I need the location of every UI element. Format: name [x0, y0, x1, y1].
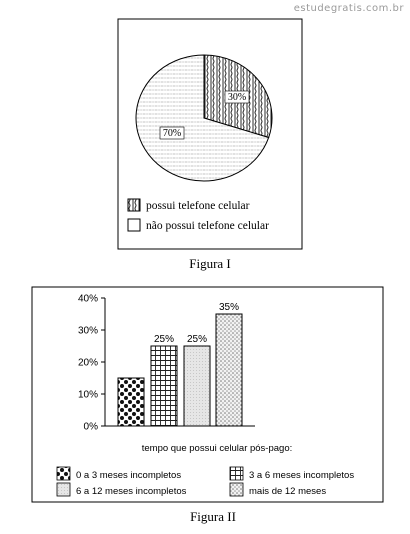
bar-series — [118, 314, 242, 426]
legend-label: 6 a 12 meses incompletos — [76, 486, 187, 497]
legend-swatch — [128, 219, 140, 231]
bar-1 — [118, 378, 144, 426]
legend-swatch — [230, 483, 243, 496]
bar-data-label: 35% — [218, 302, 240, 313]
legend-swatch — [230, 467, 243, 480]
pie-slices — [136, 55, 272, 181]
y-tick-label: 40% — [77, 293, 98, 305]
pie-legend — [128, 199, 269, 232]
bar-x-axis-label: tempo que possui celular pós-pago: — [141, 443, 293, 454]
bar-data-label: 25% — [186, 334, 208, 345]
y-tick-label: 30% — [77, 325, 98, 337]
bar-3 — [184, 346, 210, 426]
bar-4 — [216, 314, 242, 426]
figure-2-bar-chart — [32, 287, 383, 524]
watermark-text: estudegratis.com.br — [293, 3, 404, 14]
bar-legend — [57, 467, 354, 497]
legend-swatch — [128, 199, 140, 211]
figure-1-caption: Figura I — [189, 256, 231, 271]
y-tick-label: 20% — [77, 357, 98, 369]
legend-label: 0 a 3 meses incompletos — [76, 470, 182, 481]
figure-2-caption: Figura II — [190, 509, 236, 524]
legend-label: 3 a 6 meses incompletos — [249, 470, 355, 481]
legend-swatch — [57, 483, 70, 496]
y-tick-label: 0% — [83, 421, 98, 433]
figure-1-pie-chart — [118, 19, 302, 271]
pie-data-label: 70% — [162, 128, 182, 139]
y-tick-label: 10% — [77, 389, 98, 401]
legend-swatch — [57, 467, 70, 480]
legend-label: possui telefone celular — [146, 200, 250, 212]
legend-label: não possui telefone celular — [146, 220, 269, 232]
bar-2 — [151, 346, 177, 426]
legend-label: mais de 12 meses — [249, 486, 327, 497]
pie-data-label: 30% — [227, 92, 247, 103]
bar-data-label: 25% — [153, 334, 175, 345]
